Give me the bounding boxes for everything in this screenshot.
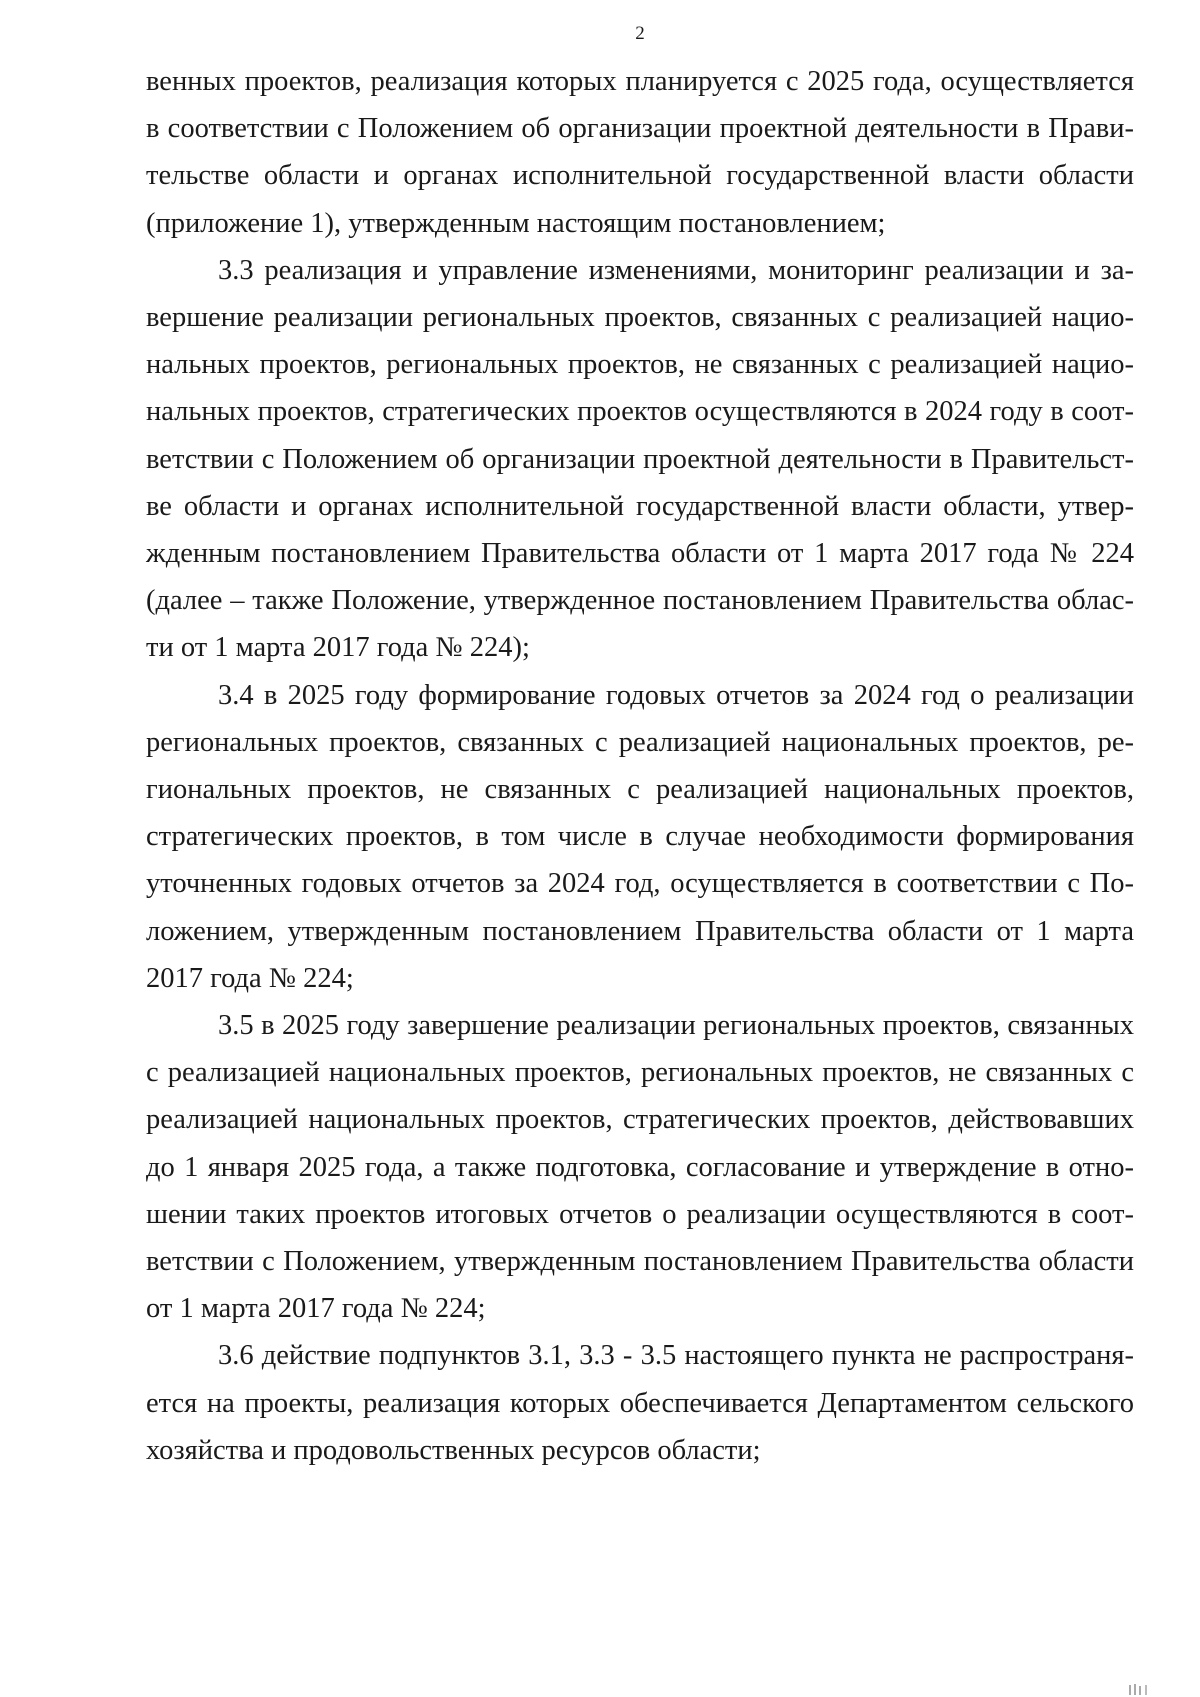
paragraph-3-3: 3.3 реализация и управление изменениями, мониторинг реализации и завершение реализации региональных проектов, связанных с реализацией национальных проектов, региональных проектов, не связанных с реализацией национальных проектов, стратегических проектов осуществляются в 2024 году в соответствии с Положением об организации проектной деятельности в Правительстве области и органах исполнительной государственной власти области, утвержденным постановлением Правительства области от 1 марта 2017 года № 224 (далее – также Положение, утвержденное постановлением Правительства области от 1 марта 2017 года № 224); — [146, 254, 1134, 664]
page-number: 2 — [635, 23, 645, 44]
document-body — [146, 58, 1134, 1474]
paragraph-continuation: венных проектов, реализация которых планируется с 2025 года, осуществляется в соответствии с Положением об организации проектной деятельности в Правительстве области и органах исполнительной государственной власти области (приложение 1), утвержденным настоящим постановлением; — [146, 66, 1134, 239]
paragraph-3-5: 3.5 в 2025 году завершение реализации региональных проектов, связанных с реализацией национальных проектов, региональных проектов, не связанных с реализацией национальных проектов, стратегических проектов, действовавших до 1 января 2025 года, а также подготовка, согласование и утверждение в отношении таких проектов итоговых отчетов о реализации осуществляются в соответствии с Положением, утвержденным постановлением Правительства области от 1 марта 2017 года № 224; — [146, 1010, 1134, 1325]
paragraph-3-4: 3.4 в 2025 году формирование годовых отчетов за 2024 год о реализации региональных проектов, связанных с реализацией национальных проектов, региональных проектов, не связанных с реализацией национальных проектов, стратегических проектов, в том числе в случае необходимости формирования уточненных годовых отчетов за 2024 год, осуществляется в соответствии с Положением, утвержденным постановлением Правительства области от 1 марта 2017 года № 224; — [146, 679, 1134, 994]
paragraph-3-6: 3.6 действие подпунктов 3.1, 3.3 - 3.5 настоящего пункта не распространяется на проекты, реализация которых обеспечивается Департаментом сельского хозяйства и продовольственных ресурсов области; — [146, 1340, 1134, 1466]
scan-artifact-mark — [1126, 1683, 1156, 1695]
